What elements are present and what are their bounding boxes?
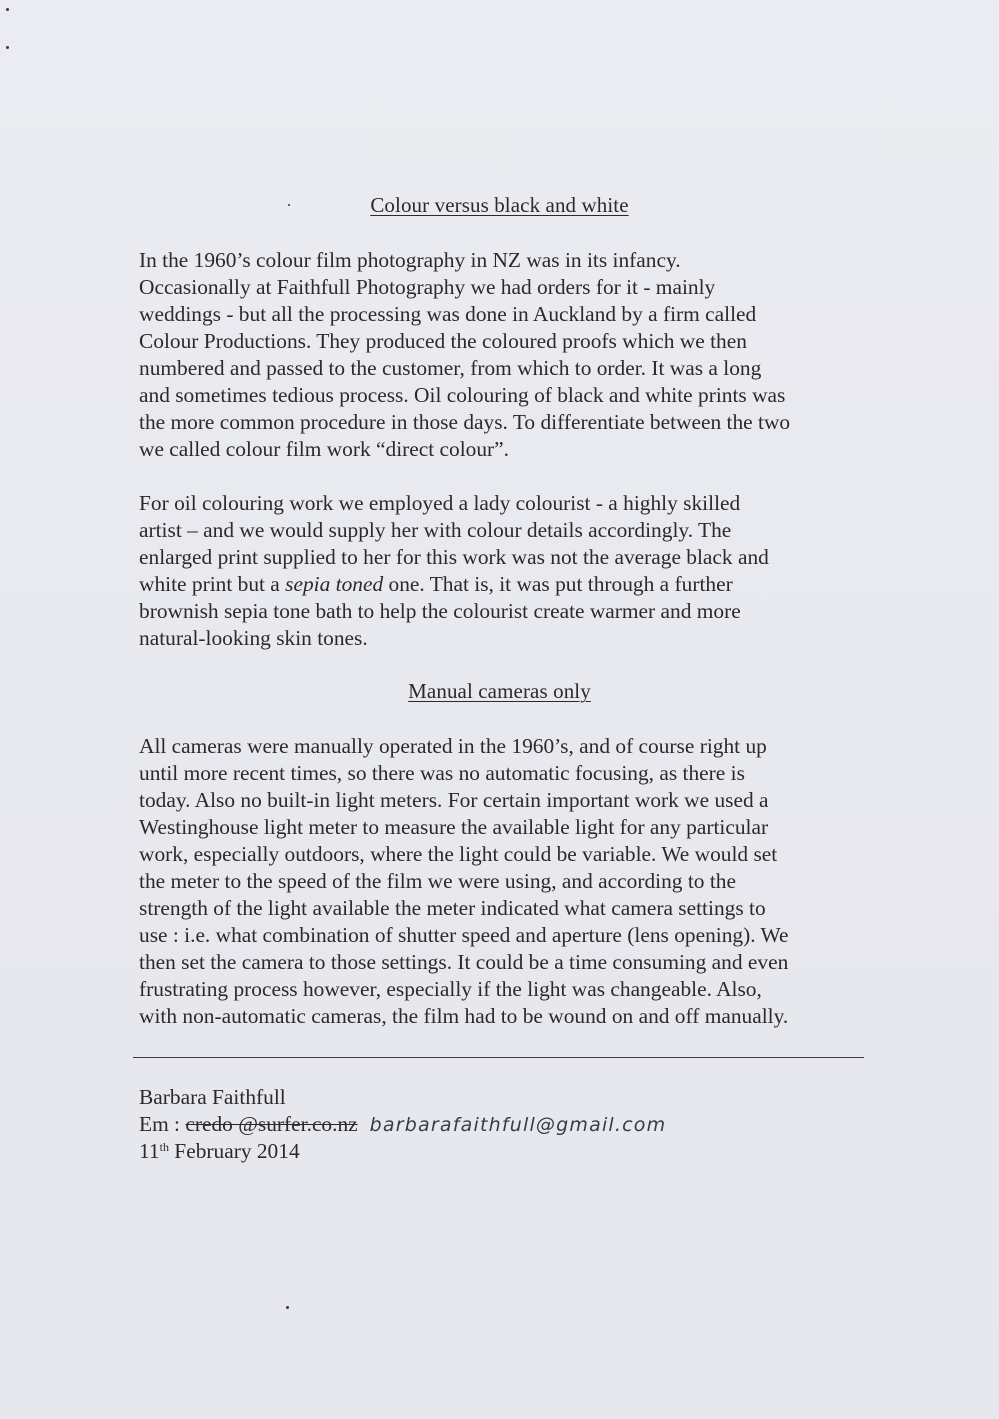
scan-speck <box>286 1306 289 1309</box>
text-line: enlarged print supplied to her for this work was not the average black and <box>139 545 769 569</box>
text-line: weddings - but all the processing was done in Auckland by a firm called <box>139 302 757 326</box>
text-line: All cameras were manually operated in the 1960’s, and of course right up <box>139 734 767 758</box>
text-line: brownish sepia tone bath to help the colourist create warmer and more <box>139 599 741 623</box>
email-handwritten: barbarafaithfull@gmail.com <box>369 1114 667 1136</box>
italic-phrase: sepia toned <box>285 572 384 596</box>
date-rest: February 2014 <box>168 1139 300 1163</box>
text-line: today. Also no built-in light meters. For certain important work we used a <box>139 788 769 812</box>
text-line: until more recent times, so there was no automatic focusing, as there is <box>139 761 745 785</box>
scan-speck <box>6 8 9 11</box>
text-line: natural-looking skin tones. <box>139 626 368 650</box>
text-line: artist – and we would supply her with colour details accordingly. The <box>139 518 732 542</box>
signature-email <box>139 1111 666 1139</box>
paragraph-direct-colour <box>139 247 869 463</box>
text-line-sepia <box>139 571 869 598</box>
text-line: Westinghouse light meter to measure the available light for any particular <box>139 815 769 839</box>
paragraph-manual-cameras <box>139 733 869 1030</box>
divider-line <box>133 1057 864 1058</box>
text-segment: white print but a <box>139 572 286 596</box>
paragraph-oil-colouring <box>139 490 869 652</box>
signature-name: Barbara Faithfull <box>139 1085 286 1109</box>
text-line: frustrating process however, especially if the light was changeable. Also, <box>139 977 762 1001</box>
text-line: work, especially outdoors, where the light could be variable. We would set <box>139 842 778 866</box>
text-line: Occasionally at Faithfull Photography we had orders for it - mainly <box>139 275 716 299</box>
email-label: Em : <box>139 1112 186 1136</box>
text-line: we called colour film work “direct colour”. <box>139 437 510 461</box>
text-line: the meter to the speed of the film we were using, and according to the <box>139 869 736 893</box>
email-struck-out: credo @surfer.co.nz <box>185 1112 358 1136</box>
date-suffix: th <box>159 1140 169 1154</box>
section-heading-colour: Colour versus black and white <box>370 193 629 217</box>
text-line: numbered and passed to the customer, from which to order. It was a long <box>139 356 762 380</box>
section-heading-manual-cameras: Manual cameras only <box>408 679 591 703</box>
text-line: the more common procedure in those days. To differentiate between the two <box>139 410 791 434</box>
text-line: use : i.e. what combination of shutter speed and aperture (lens opening). We <box>139 923 789 947</box>
date-day: 11 <box>139 1139 160 1163</box>
text-line: In the 1960’s colour film photography in NZ was in its infancy. <box>139 248 681 272</box>
text-line: and sometimes tedious process. Oil colouring of black and white prints was <box>139 383 786 407</box>
text-segment: one. That is, it was put through a further <box>383 572 733 596</box>
text-line: strength of the light available the meter indicated what camera settings to <box>139 896 766 920</box>
text-line: with non-automatic cameras, the film had to be wound on and off manually. <box>139 1004 789 1028</box>
text-line: Colour Productions. They produced the coloured proofs which we then <box>139 329 747 353</box>
text-line: For oil colouring work we employed a lady colourist - a highly skilled <box>139 491 741 515</box>
scan-speck <box>6 46 9 49</box>
signature-date <box>139 1138 300 1165</box>
text-line: then set the camera to those settings. It could be a time consuming and even <box>139 950 789 974</box>
